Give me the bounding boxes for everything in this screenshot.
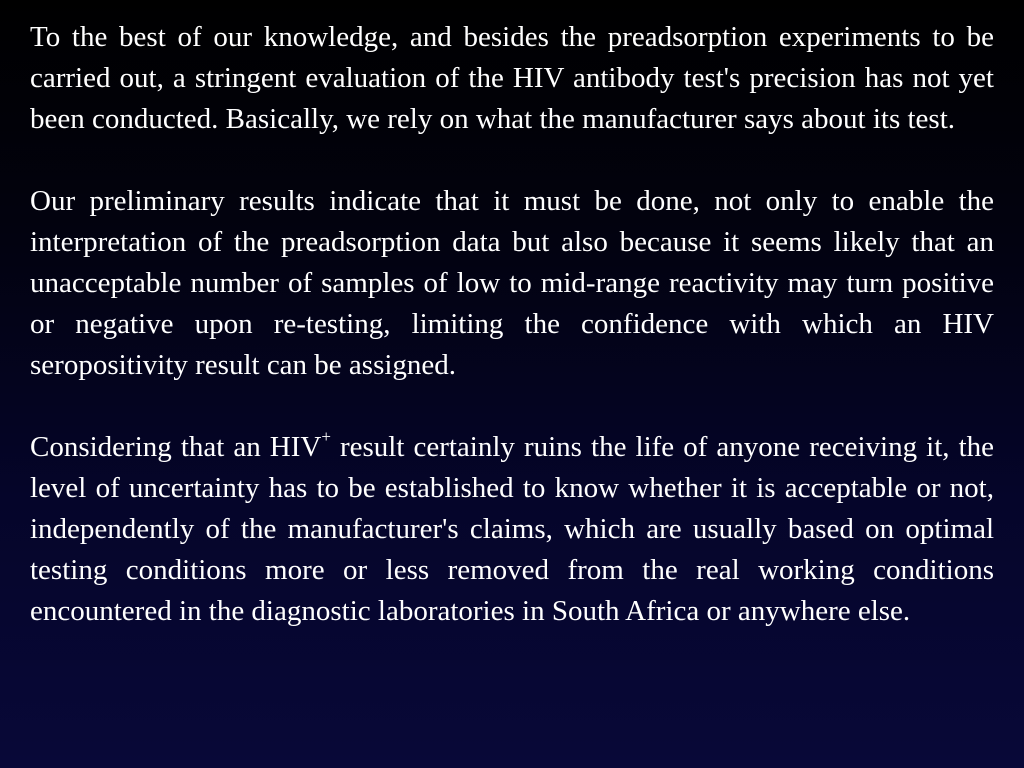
paragraph-considering-lead: Considering that an HIV — [30, 431, 322, 463]
paragraph-considering — [30, 427, 994, 632]
paragraph-preliminary-results: Our preliminary results indicate that it must be done, not only to enable the interpretation of the preadsorption data but also because it seems likely that an unacceptable number of samples of low to mid-range reactivity may turn positive or negative upon re-testing, limiting the confidence with which an HIV seropositivity result can be assigned. — [30, 185, 994, 381]
paragraph-considering-rest: result certainly ruins the life of anyone receiving it, the level of uncertainty has to be established to know whether it is acceptable or not, independently of the manufacturer's claims, which are usually based on optimal testing conditions more or less removed from the real working conditions encountered in the diagnostic laboratories in South Africa or anywhere else. — [30, 431, 995, 627]
hiv-positive-superscript: + — [321, 427, 331, 447]
paragraph-knowledge: To the best of our knowledge, and besides the preadsorption experiments to be carried out, a stringent evaluation of the HIV antibody test's precision has not yet been conducted. Basically, we rely on what the manufacturer says about its test. — [30, 21, 994, 135]
